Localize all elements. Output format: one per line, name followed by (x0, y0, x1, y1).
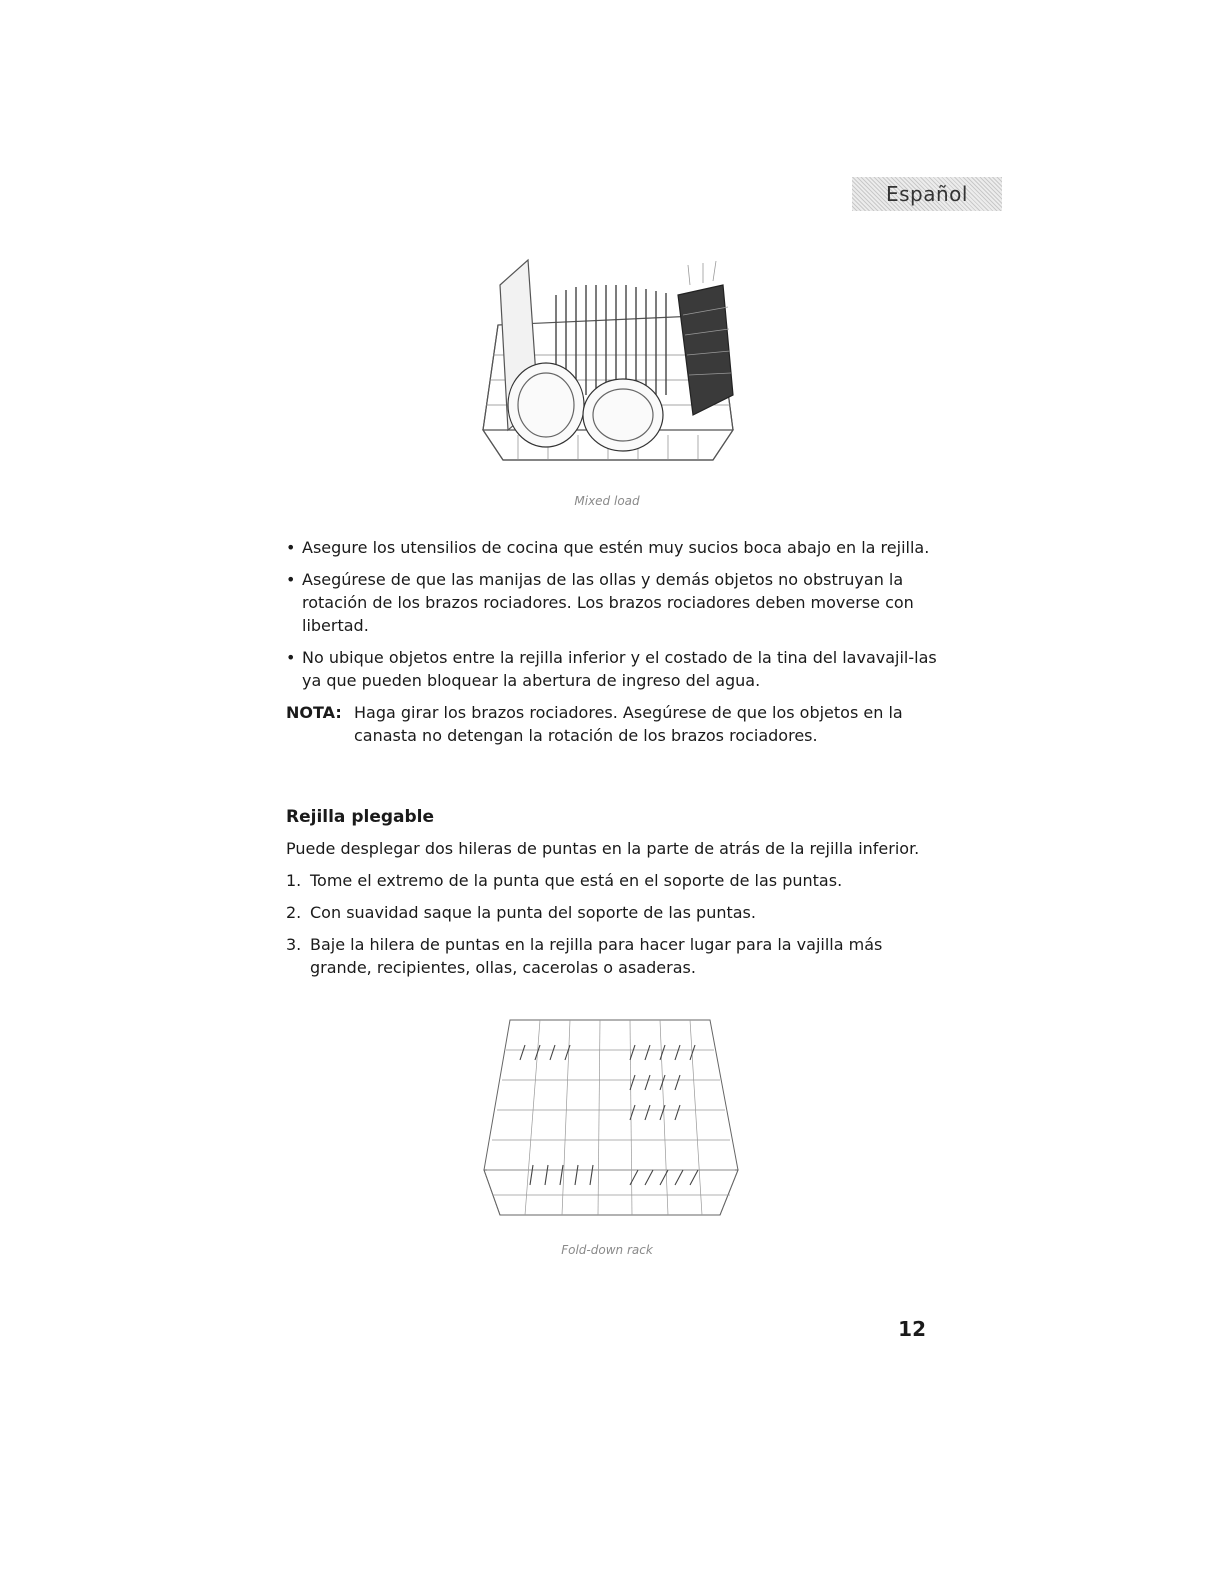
page-number: 12 (898, 1317, 926, 1341)
note (286, 701, 946, 747)
fold-down-rack-section (286, 806, 946, 988)
tips-list (286, 536, 946, 692)
list-item: • Asegúrese de que las manijas de las ollas y demás objetos no obstruyan la rotación de los brazos rociadores. Los brazos rociadores deben moverse con libertad. (286, 568, 946, 637)
step-item (286, 869, 946, 892)
step-number: 2. (286, 903, 302, 922)
steps-list (286, 869, 946, 979)
step-text: Con suavidad saque la punta del soporte de las puntas. (310, 903, 756, 922)
note-label: NOTA: (286, 703, 342, 722)
list-item: • Asegure los utensilios de cocina que estén muy sucios boca abajo en la rejilla. (286, 536, 946, 559)
instructions-block (286, 536, 946, 747)
mixed-load-illustration (478, 255, 738, 467)
section-heading: Rejilla plegable (286, 807, 435, 827)
note-text: Haga girar los brazos rociadores. Asegúrese de que los objetos en la canasta no detengan la rotación de los brazos rociadores. (354, 703, 903, 745)
step-text: Baje la hilera de puntas en la rejilla para hacer lugar para la vajilla más grande, recipientes, ollas, cacerolas o asaderas. (310, 935, 883, 977)
section-intro: Puede desplegar dos hileras de puntas en la parte de atrás de la rejilla inferior. (286, 839, 920, 858)
figure-caption-fold-down-rack: Fold-down rack (561, 1243, 653, 1257)
language-tab-label: Español (886, 182, 968, 206)
step-item (286, 901, 946, 924)
figure-caption-mixed-load: Mixed load (574, 494, 640, 508)
fold-down-rack-illustration (480, 1010, 742, 1230)
step-number: 3. (286, 935, 302, 954)
step-number: 1. (286, 871, 302, 890)
step-text: Tome el extremo de la punta que está en el soporte de las puntas. (310, 871, 843, 890)
step-item (286, 933, 946, 979)
list-item: • No ubique objetos entre la rejilla inferior y el costado de la tina del lavavajil-las ya que pueden bloquear la abertura de ingreso del agua. (286, 646, 946, 692)
language-tab (852, 177, 1002, 211)
